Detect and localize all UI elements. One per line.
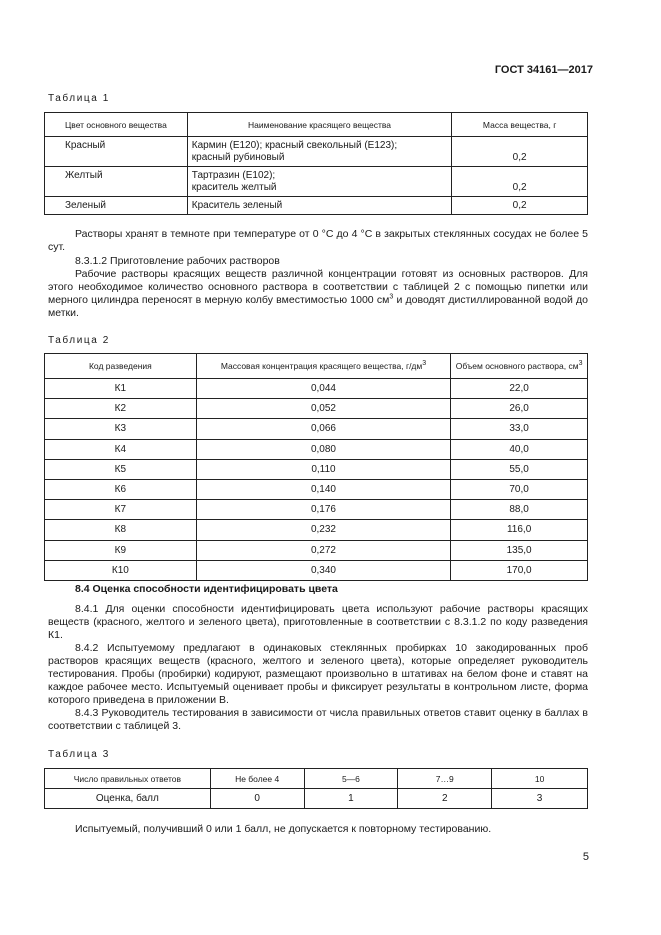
concentration-cell: 0,176 bbox=[196, 500, 451, 520]
page-number: 5 bbox=[582, 851, 589, 863]
table1-name-line: Тартразин (Е102); bbox=[191, 170, 276, 181]
section-title: 8.4 Оценка способности идентифицировать цвета bbox=[75, 583, 338, 595]
table1-mass-cell: 0,2 bbox=[452, 197, 588, 215]
table-1 bbox=[44, 112, 588, 215]
table-row bbox=[45, 137, 588, 167]
table3-header-cell: Не более 4 bbox=[210, 769, 304, 789]
table2-caption: Таблица 2 bbox=[48, 335, 110, 346]
table1-name-line: Кармин (Е120); красный свекольный (Е123); bbox=[191, 140, 398, 151]
table-row bbox=[45, 500, 588, 520]
volume-cell: 55,0 bbox=[451, 459, 588, 479]
score-cell: 1 bbox=[304, 789, 398, 809]
code-cell: К2 bbox=[45, 399, 197, 419]
score-cell: 3 bbox=[492, 789, 588, 809]
table1-name-line: краситель желтый bbox=[191, 182, 277, 193]
table2-header-row bbox=[45, 354, 588, 379]
volume-cell: 88,0 bbox=[451, 500, 588, 520]
table1-color-cell: Желтый bbox=[45, 167, 188, 197]
table1-name-line: красный рубиновый bbox=[191, 152, 285, 163]
header-text: Объем основного раствора, см bbox=[455, 361, 579, 371]
table-row bbox=[45, 479, 588, 499]
paragraph-8-4-3: 8.4.3 Руководитель тестирования в зависимости от числа правильных ответов ставит оценку в баллах в соответствии с таблицей 3. bbox=[48, 707, 588, 732]
code-cell: К5 bbox=[45, 459, 197, 479]
concentration-cell: 0,080 bbox=[196, 439, 451, 459]
table2-col-code: Код разведения bbox=[45, 354, 197, 379]
code-cell: К6 bbox=[45, 479, 197, 499]
table1-name-cell bbox=[187, 197, 451, 215]
volume-cell: 33,0 bbox=[451, 419, 588, 439]
table3-header-cell: 10 bbox=[492, 769, 588, 789]
table-row bbox=[45, 419, 588, 439]
table-row bbox=[45, 167, 588, 197]
code-cell: К10 bbox=[45, 560, 197, 580]
table1-col-mass: Масса вещества, г bbox=[452, 113, 588, 137]
table3-header-cell: 5—6 bbox=[304, 769, 398, 789]
table1-name-cell bbox=[187, 137, 451, 167]
concentration-cell: 0,340 bbox=[196, 560, 451, 580]
table-row bbox=[45, 439, 588, 459]
volume-cell: 70,0 bbox=[451, 479, 588, 499]
volume-cell: 116,0 bbox=[451, 520, 588, 540]
working-solutions-paragraph bbox=[48, 268, 588, 320]
concentration-cell: 0,052 bbox=[196, 399, 451, 419]
table1-name-cell bbox=[187, 167, 451, 197]
table1-col-name: Наименование красящего вещества bbox=[187, 113, 451, 137]
table-row bbox=[45, 399, 588, 419]
table1-header-row bbox=[45, 113, 588, 137]
score-cell: 0 bbox=[210, 789, 304, 809]
paragraph-8-4-2: 8.4.2 Испытуемому предлагают в одинаковых стеклянных пробирках 10 закодированных проб растворов красящих веществ (красного, желтого и зеленого цвета), которые определяет руководитель тестирования. Пробы (пробирки) кодируют, размещают произвольно в штативах на белом фоне и ставят на каждое рабочее место. Испытуемый оценивает пробы и фиксирует результаты в контрольном листе, форма которого приведена в приложении В. bbox=[48, 642, 588, 706]
score-cell: 2 bbox=[398, 789, 492, 809]
table2-col-volume bbox=[451, 354, 588, 379]
volume-cell: 135,0 bbox=[451, 540, 588, 560]
table3-header-cell: Число правильных ответов bbox=[45, 769, 211, 789]
table-row bbox=[45, 459, 588, 479]
final-paragraph: Испытуемый, получивший 0 или 1 балл, не допускается к повторному тестированию. bbox=[75, 823, 492, 835]
para-text: и доводят дистиллированной водой до метки. bbox=[48, 294, 588, 319]
code-cell: К3 bbox=[45, 419, 197, 439]
volume-cell: 40,0 bbox=[451, 439, 588, 459]
code-cell: К4 bbox=[45, 439, 197, 459]
volume-cell: 170,0 bbox=[451, 560, 588, 580]
para-text: Рабочие растворы красящих веществ различной концентрации готовят из основных растворов. Для этого необходимое количество основного раствора в соответствии с таблицей 2 с помощью пипетки или мерного цилиндра переносят в мерную колбу вместимостью 1000 см bbox=[48, 268, 588, 306]
superscript: 3 bbox=[578, 360, 583, 368]
concentration-cell: 0,044 bbox=[196, 379, 451, 399]
score-label-cell: Оценка, балл bbox=[45, 789, 211, 809]
table3-caption: Таблица 3 bbox=[48, 749, 110, 760]
table-2 bbox=[44, 353, 588, 581]
table-row bbox=[45, 379, 588, 399]
concentration-cell: 0,272 bbox=[196, 540, 451, 560]
table-row bbox=[45, 540, 588, 560]
table1-name-line: Краситель зеленый bbox=[191, 200, 283, 211]
paragraph-8-4-1: 8.4.1 Для оценки способности идентифицировать цвета используют рабочие растворы красящих веществ (красного, желтого и зеленого цвета), приготовленные в соответствии с 8.3.1.2 по коду разведения К1. bbox=[48, 603, 588, 641]
table1-caption: Таблица 1 bbox=[48, 93, 110, 104]
superscript: 3 bbox=[389, 293, 394, 301]
code-cell: К8 bbox=[45, 520, 197, 540]
table3-header-cell: 7…9 bbox=[398, 769, 492, 789]
table1-color-cell: Зеленый bbox=[45, 197, 188, 215]
table1-color-cell: Красный bbox=[45, 137, 188, 167]
table-row bbox=[45, 197, 588, 215]
standard-number: ГОСТ 34161—2017 bbox=[494, 64, 593, 76]
table-row bbox=[45, 789, 588, 809]
table1-col-color: Цвет основного вещества bbox=[45, 113, 188, 137]
code-cell: К7 bbox=[45, 500, 197, 520]
table-row bbox=[45, 520, 588, 540]
header-text: Массовая концентрация красящего вещества, г/дм bbox=[220, 361, 423, 371]
table1-mass-cell: 0,2 bbox=[452, 167, 588, 197]
code-cell: К1 bbox=[45, 379, 197, 399]
concentration-cell: 0,140 bbox=[196, 479, 451, 499]
concentration-cell: 0,110 bbox=[196, 459, 451, 479]
concentration-cell: 0,232 bbox=[196, 520, 451, 540]
subsection-heading: 8.3.1.2 Приготовление рабочих растворов bbox=[75, 255, 280, 267]
volume-cell: 26,0 bbox=[451, 399, 588, 419]
storage-paragraph: Растворы хранят в темноте при температуре от 0 °С до 4 °С в закрытых стеклянных сосудах не более 5 сут. bbox=[48, 228, 588, 253]
table3-header-row bbox=[45, 769, 588, 789]
superscript: 3 bbox=[422, 360, 427, 368]
code-cell: К9 bbox=[45, 540, 197, 560]
table-3 bbox=[44, 768, 588, 809]
volume-cell: 22,0 bbox=[451, 379, 588, 399]
table1-mass-cell: 0,2 bbox=[452, 137, 588, 167]
table-row bbox=[45, 560, 588, 580]
table2-col-concentration bbox=[196, 354, 451, 379]
concentration-cell: 0,066 bbox=[196, 419, 451, 439]
